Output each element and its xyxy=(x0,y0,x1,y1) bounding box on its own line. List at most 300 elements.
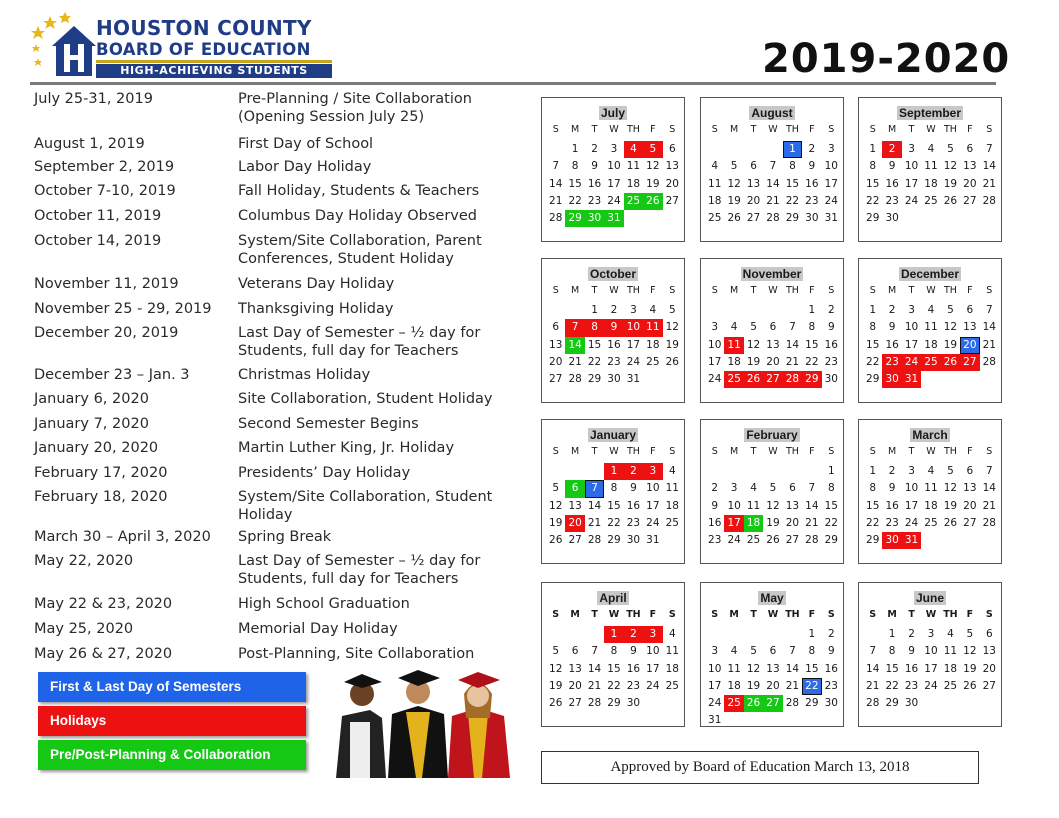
day-cell: 30 xyxy=(805,212,819,225)
legend-holidays: Holidays xyxy=(38,706,306,736)
day-grid xyxy=(863,463,999,549)
day-cell: 15 xyxy=(607,662,621,675)
day-cell: 21 xyxy=(587,516,602,529)
day-cell: 5 xyxy=(750,321,757,334)
day-cell: 25 xyxy=(921,354,940,371)
empty-day-cell xyxy=(546,463,565,480)
day-grid xyxy=(546,626,682,712)
day-cell: 9 xyxy=(604,319,623,336)
weekday-label: TH xyxy=(626,124,640,135)
weekday-label: T xyxy=(908,124,915,135)
day-cell: 10 xyxy=(646,645,660,658)
day-cell: 12 xyxy=(549,499,563,512)
day-cell: 27 xyxy=(963,516,977,529)
day-cell: 6 xyxy=(571,645,579,658)
day-cell: 20 xyxy=(766,679,780,692)
day-cell: 27 xyxy=(963,194,977,207)
day-cell: 12 xyxy=(665,321,679,334)
day-cell: 6 xyxy=(966,304,974,316)
weekday-label: F xyxy=(966,609,974,620)
day-cell: 14 xyxy=(587,662,602,675)
day-cell: 1 xyxy=(783,141,802,158)
day-cell: 2 xyxy=(888,304,896,316)
weekday-label: F xyxy=(650,446,656,457)
empty-day-cell xyxy=(763,463,782,480)
day-cell: 2 xyxy=(624,463,643,480)
empty-day-cell xyxy=(783,302,802,319)
day-cell: 29 xyxy=(866,212,880,225)
day-cell: 9 xyxy=(711,499,719,512)
day-cell: 25 xyxy=(724,695,743,712)
day-cell: 29 xyxy=(607,534,621,547)
day-cell: 16 xyxy=(708,516,722,529)
event-description: First Day of School xyxy=(238,136,374,152)
day-cell: 12 xyxy=(943,321,958,334)
weekday-label: W xyxy=(608,609,620,620)
day-cell: 12 xyxy=(766,499,780,512)
day-cell: 5 xyxy=(947,465,954,477)
day-cell: 20 xyxy=(549,355,563,368)
day-cell: 19 xyxy=(943,177,958,190)
day-cell: 8 xyxy=(888,645,896,658)
weekday-label: S xyxy=(985,609,993,620)
day-cell: 10 xyxy=(708,662,722,675)
day-cell: 26 xyxy=(943,194,958,207)
weekday-label: M xyxy=(887,609,897,620)
day-cell: 8 xyxy=(610,645,618,658)
day-cell: 5 xyxy=(750,645,757,658)
event-description: Pre-Planning / Site Collaboration (Opening Session July 25) xyxy=(238,91,472,125)
day-cell: 9 xyxy=(827,645,835,658)
day-cell: 26 xyxy=(549,534,563,547)
day-cell: 19 xyxy=(646,177,660,190)
weekday-label: M xyxy=(888,285,897,296)
day-cell: 26 xyxy=(963,679,977,692)
event-description: Fall Holiday, Students & Teachers xyxy=(238,183,480,199)
day-cell: 14 xyxy=(587,499,602,512)
day-cell: 4 xyxy=(668,628,676,640)
weekday-label: T xyxy=(750,446,757,457)
day-cell: 17 xyxy=(904,338,919,351)
day-cell: 14 xyxy=(982,160,996,173)
day-cell: 8 xyxy=(571,160,579,173)
day-cell: 16 xyxy=(805,177,819,190)
day-cell: 14 xyxy=(549,177,563,190)
day-cell: 4 xyxy=(947,628,954,640)
day-cell: 15 xyxy=(866,177,880,190)
day-cell: 29 xyxy=(785,212,800,225)
day-cell: 5 xyxy=(643,141,662,158)
day-cell: 14 xyxy=(766,177,780,190)
day-cell: 15 xyxy=(785,177,800,190)
weekday-label: W xyxy=(926,446,936,457)
month-calendar-february xyxy=(700,419,844,564)
day-cell: 18 xyxy=(924,338,938,351)
event-date: May 26 & 27, 2020 xyxy=(34,646,173,662)
day-cell: 15 xyxy=(866,338,880,351)
weekday-label: S xyxy=(827,609,835,620)
day-cell: 16 xyxy=(626,499,641,512)
day-cell: 8 xyxy=(869,160,877,173)
day-cell: 27 xyxy=(763,695,782,712)
day-cell: 30 xyxy=(626,697,641,710)
weekday-label: W xyxy=(925,609,937,620)
day-cell: 28 xyxy=(982,194,996,207)
day-cell: 23 xyxy=(882,354,901,371)
day-cell: 11 xyxy=(665,482,679,495)
day-cell: 10 xyxy=(924,645,938,658)
day-cell: 24 xyxy=(626,355,641,368)
day-cell: 15 xyxy=(824,499,838,512)
month-name: July xyxy=(600,106,625,120)
day-cell: 25 xyxy=(665,679,679,692)
weekday-label: S xyxy=(711,124,718,135)
day-cell: 8 xyxy=(869,321,877,334)
day-cell: 8 xyxy=(610,482,618,495)
event-date: November 25 - 29, 2019 xyxy=(34,301,212,317)
event-description: Post-Planning, Site Collaboration xyxy=(238,646,475,662)
day-cell: 13 xyxy=(746,177,761,190)
weekday-label: S xyxy=(869,285,876,296)
day-cell: 21 xyxy=(785,355,800,368)
weekday-label: T xyxy=(908,285,915,296)
event-date: January 20, 2020 xyxy=(34,440,159,456)
day-cell: 11 xyxy=(924,321,938,334)
weekday-label: S xyxy=(669,285,676,296)
weekday-header xyxy=(863,124,999,135)
day-cell: 9 xyxy=(888,321,896,334)
day-cell: 26 xyxy=(766,534,780,547)
day-cell: 21 xyxy=(785,679,800,692)
day-cell: 28 xyxy=(982,516,996,529)
event-description: Second Semester Begins xyxy=(238,416,419,432)
day-cell: 29 xyxy=(885,697,899,710)
day-cell: 28 xyxy=(785,697,800,710)
month-name: September xyxy=(898,106,962,120)
day-cell: 18 xyxy=(665,499,679,512)
day-cell: 20 xyxy=(568,679,582,692)
day-cell: 10 xyxy=(727,499,741,512)
month-name: December xyxy=(900,267,960,281)
day-cell: 6 xyxy=(750,160,757,173)
weekday-label: F xyxy=(649,609,657,620)
day-cell: 8 xyxy=(827,482,835,495)
event-description: Columbus Day Holiday Observed xyxy=(238,208,478,224)
day-cell: 25 xyxy=(924,194,938,207)
weekday-header xyxy=(863,285,999,296)
day-cell: 25 xyxy=(624,193,643,210)
day-cell: 30 xyxy=(882,371,901,388)
day-cell: 11 xyxy=(708,177,722,190)
empty-day-cell xyxy=(585,626,604,643)
day-cell: 20 xyxy=(766,355,780,368)
day-cell: 23 xyxy=(587,194,602,207)
day-cell: 29 xyxy=(824,534,838,547)
day-cell: 22 xyxy=(802,678,821,695)
day-cell: 31 xyxy=(824,212,838,225)
day-cell: 30 xyxy=(824,697,838,710)
month-name: October xyxy=(589,267,636,281)
weekday-label: S xyxy=(828,124,835,135)
weekday-label: F xyxy=(650,285,656,296)
day-cell: 4 xyxy=(730,645,738,658)
day-cell: 20 xyxy=(565,515,584,532)
day-cell: 12 xyxy=(746,338,761,351)
weekday-label: M xyxy=(730,446,739,457)
day-cell: 10 xyxy=(624,319,643,336)
weekday-header xyxy=(705,446,841,457)
day-cell: 2 xyxy=(827,628,835,640)
day-cell: 31 xyxy=(626,373,641,386)
day-cell: 9 xyxy=(908,645,915,658)
day-cell: 27 xyxy=(665,194,679,207)
weekday-label: S xyxy=(711,285,718,296)
day-cell: 7 xyxy=(985,304,993,316)
weekday-label: W xyxy=(609,446,619,457)
org-name-line2: BOARD OF EDUCATION xyxy=(96,40,311,59)
weekday-label: S xyxy=(552,285,559,296)
weekday-label: S xyxy=(869,446,876,457)
day-cell: 24 xyxy=(824,194,838,207)
day-cell: 26 xyxy=(943,516,958,529)
event-date: January 7, 2020 xyxy=(34,416,149,432)
day-cell: 26 xyxy=(727,212,741,225)
day-cell: 15 xyxy=(607,499,621,512)
day-cell: 29 xyxy=(587,373,602,386)
day-cell: 4 xyxy=(750,482,757,495)
day-cell: 3 xyxy=(827,143,835,155)
day-cell: 10 xyxy=(824,160,838,173)
day-cell: 11 xyxy=(943,645,958,658)
approval-note: Approved by Board of Education March 13, 2018 xyxy=(541,751,979,784)
day-cell: 12 xyxy=(727,177,741,190)
day-cell: 2 xyxy=(888,465,896,477)
day-cell: 13 xyxy=(568,662,582,675)
day-cell: 2 xyxy=(624,626,643,643)
day-cell: 16 xyxy=(885,499,899,512)
weekday-header xyxy=(546,609,682,620)
empty-day-cell xyxy=(724,302,743,319)
weekday-label: F xyxy=(809,285,815,296)
day-cell: 30 xyxy=(824,373,838,386)
day-cell: 2 xyxy=(711,482,719,495)
graduates-photo xyxy=(326,666,512,778)
day-cell: 4 xyxy=(711,160,719,173)
day-cell: 5 xyxy=(730,160,738,173)
month-calendar-july xyxy=(541,97,685,242)
event-description: System/Site Collaboration, Parent Conferences, Student Holiday xyxy=(238,233,482,267)
weekday-label: W xyxy=(768,285,778,296)
day-cell: 28 xyxy=(587,534,602,547)
day-cell: 1 xyxy=(827,465,835,477)
day-cell: 21 xyxy=(549,194,563,207)
event-date: May 22 & 23, 2020 xyxy=(34,596,173,612)
event-date: December 20, 2019 xyxy=(34,325,179,341)
day-cell: 23 xyxy=(885,194,899,207)
day-cell: 11 xyxy=(724,337,743,354)
day-cell: 17 xyxy=(724,515,743,532)
day-cell: 22 xyxy=(568,194,582,207)
empty-day-cell xyxy=(863,626,882,643)
day-cell: 12 xyxy=(943,482,958,495)
day-cell: 22 xyxy=(607,679,621,692)
day-cell: 29 xyxy=(607,697,621,710)
day-cell: 9 xyxy=(888,482,896,495)
day-cell: 23 xyxy=(904,679,919,692)
weekday-label: M xyxy=(570,609,580,620)
day-cell: 15 xyxy=(805,662,819,675)
empty-day-cell xyxy=(585,463,604,480)
day-cell: 13 xyxy=(785,499,800,512)
day-cell: 13 xyxy=(665,160,679,173)
day-cell: 2 xyxy=(827,304,835,316)
empty-day-cell xyxy=(783,463,802,480)
day-cell: 21 xyxy=(805,516,819,529)
month-name: January xyxy=(589,428,637,442)
day-cell: 18 xyxy=(744,515,763,532)
day-cell: 18 xyxy=(727,355,741,368)
event-description: Last Day of Semester – ½ day for Students, full day for Teachers xyxy=(238,553,481,587)
day-cell: 24 xyxy=(727,534,741,547)
day-cell: 21 xyxy=(587,679,602,692)
event-date: February 18, 2020 xyxy=(34,489,168,505)
weekday-label: T xyxy=(591,609,598,620)
day-cell: 30 xyxy=(882,532,901,549)
school-year-title: 2019-2020 xyxy=(762,36,1011,82)
day-cell: 27 xyxy=(746,212,761,225)
weekday-label: TH xyxy=(943,446,957,457)
day-cell: 19 xyxy=(963,662,977,675)
day-cell: 24 xyxy=(646,516,660,529)
day-cell: 16 xyxy=(824,338,838,351)
day-cell: 9 xyxy=(630,645,637,658)
day-cell: 6 xyxy=(552,321,560,334)
day-cell: 7 xyxy=(552,160,560,173)
day-cell: 22 xyxy=(866,355,880,368)
weekday-header xyxy=(546,285,682,296)
day-cell: 13 xyxy=(549,338,563,351)
weekday-label: W xyxy=(926,124,936,135)
day-cell: 10 xyxy=(904,321,919,334)
day-cell: 8 xyxy=(789,160,796,173)
weekday-label: W xyxy=(768,124,778,135)
weekday-label: S xyxy=(711,609,719,620)
day-cell: 1 xyxy=(571,143,579,155)
day-cell: 20 xyxy=(665,177,679,190)
day-cell: 15 xyxy=(805,338,819,351)
empty-day-cell xyxy=(546,302,565,319)
event-date: March 30 – April 3, 2020 xyxy=(34,529,211,545)
day-cell: 17 xyxy=(626,338,641,351)
day-cell: 1 xyxy=(591,304,598,316)
day-cell: 24 xyxy=(904,516,919,529)
day-cell: 25 xyxy=(708,212,722,225)
day-cell: 2 xyxy=(908,628,915,640)
day-cell: 17 xyxy=(824,177,838,190)
empty-day-cell xyxy=(724,463,743,480)
day-cell: 28 xyxy=(805,534,819,547)
event-date: January 6, 2020 xyxy=(34,391,149,407)
weekday-label: TH xyxy=(785,446,799,457)
event-date: August 1, 2019 xyxy=(34,136,145,152)
day-cell: 3 xyxy=(908,465,915,477)
day-cell: 15 xyxy=(587,338,602,351)
day-cell: 23 xyxy=(885,516,899,529)
day-cell: 4 xyxy=(668,465,676,477)
empty-day-cell xyxy=(705,141,724,158)
day-cell: 2 xyxy=(882,141,901,158)
day-cell: 16 xyxy=(824,662,838,675)
empty-day-cell xyxy=(565,302,584,319)
day-cell: 21 xyxy=(866,679,880,692)
weekday-label: S xyxy=(986,446,993,457)
day-cell: 7 xyxy=(985,143,993,155)
weekday-label: TH xyxy=(943,609,958,620)
weekday-label: S xyxy=(986,124,993,135)
empty-day-cell xyxy=(802,463,821,480)
day-cell: 27 xyxy=(960,354,979,371)
day-cell: 3 xyxy=(630,304,637,316)
month-calendar-october xyxy=(541,258,685,403)
org-name-line1: HOUSTON COUNTY xyxy=(96,16,312,40)
day-cell: 1 xyxy=(869,304,877,316)
day-cell: 22 xyxy=(824,516,838,529)
day-cell: 7 xyxy=(869,645,877,658)
day-cell: 27 xyxy=(785,534,800,547)
day-cell: 21 xyxy=(982,499,996,512)
weekday-label: M xyxy=(730,285,739,296)
day-cell: 10 xyxy=(646,482,660,495)
event-date: July 25-31, 2019 xyxy=(34,91,153,107)
day-cell: 30 xyxy=(626,534,641,547)
month-calendar-november xyxy=(700,258,844,403)
day-cell: 17 xyxy=(607,177,621,190)
day-cell: 5 xyxy=(947,143,954,155)
day-cell: 2 xyxy=(610,304,618,316)
day-cell: 25 xyxy=(646,355,660,368)
day-cell: 11 xyxy=(746,499,761,512)
day-cell: 18 xyxy=(727,679,741,692)
day-cell: 29 xyxy=(805,697,819,710)
day-cell: 26 xyxy=(549,697,563,710)
day-cell: 16 xyxy=(885,338,899,351)
day-cell: 3 xyxy=(927,628,935,640)
day-cell: 18 xyxy=(665,662,679,675)
event-date: November 11, 2019 xyxy=(34,276,179,292)
day-cell: 7 xyxy=(808,482,816,495)
day-cell: 10 xyxy=(904,482,919,495)
day-cell: 1 xyxy=(869,465,877,477)
day-cell: 16 xyxy=(607,338,621,351)
event-description: System/Site Collaboration, Student Holiday xyxy=(238,489,493,523)
day-cell: 26 xyxy=(941,354,960,371)
weekday-label: TH xyxy=(785,285,799,296)
day-cell: 11 xyxy=(626,160,641,173)
day-cell: 28 xyxy=(549,212,563,225)
day-cell: 8 xyxy=(808,321,816,334)
day-cell: 20 xyxy=(982,662,996,675)
day-cell: 6 xyxy=(966,143,974,155)
day-cell: 8 xyxy=(869,482,877,495)
day-cell: 6 xyxy=(769,321,777,334)
day-cell: 30 xyxy=(904,697,919,710)
day-cell: 30 xyxy=(885,212,899,225)
weekday-label: T xyxy=(908,609,915,620)
day-cell: 6 xyxy=(966,465,974,477)
tagline: HIGH-ACHIEVING STUDENTS xyxy=(96,64,332,78)
day-cell: 12 xyxy=(943,160,958,173)
event-date: May 25, 2020 xyxy=(34,621,134,637)
